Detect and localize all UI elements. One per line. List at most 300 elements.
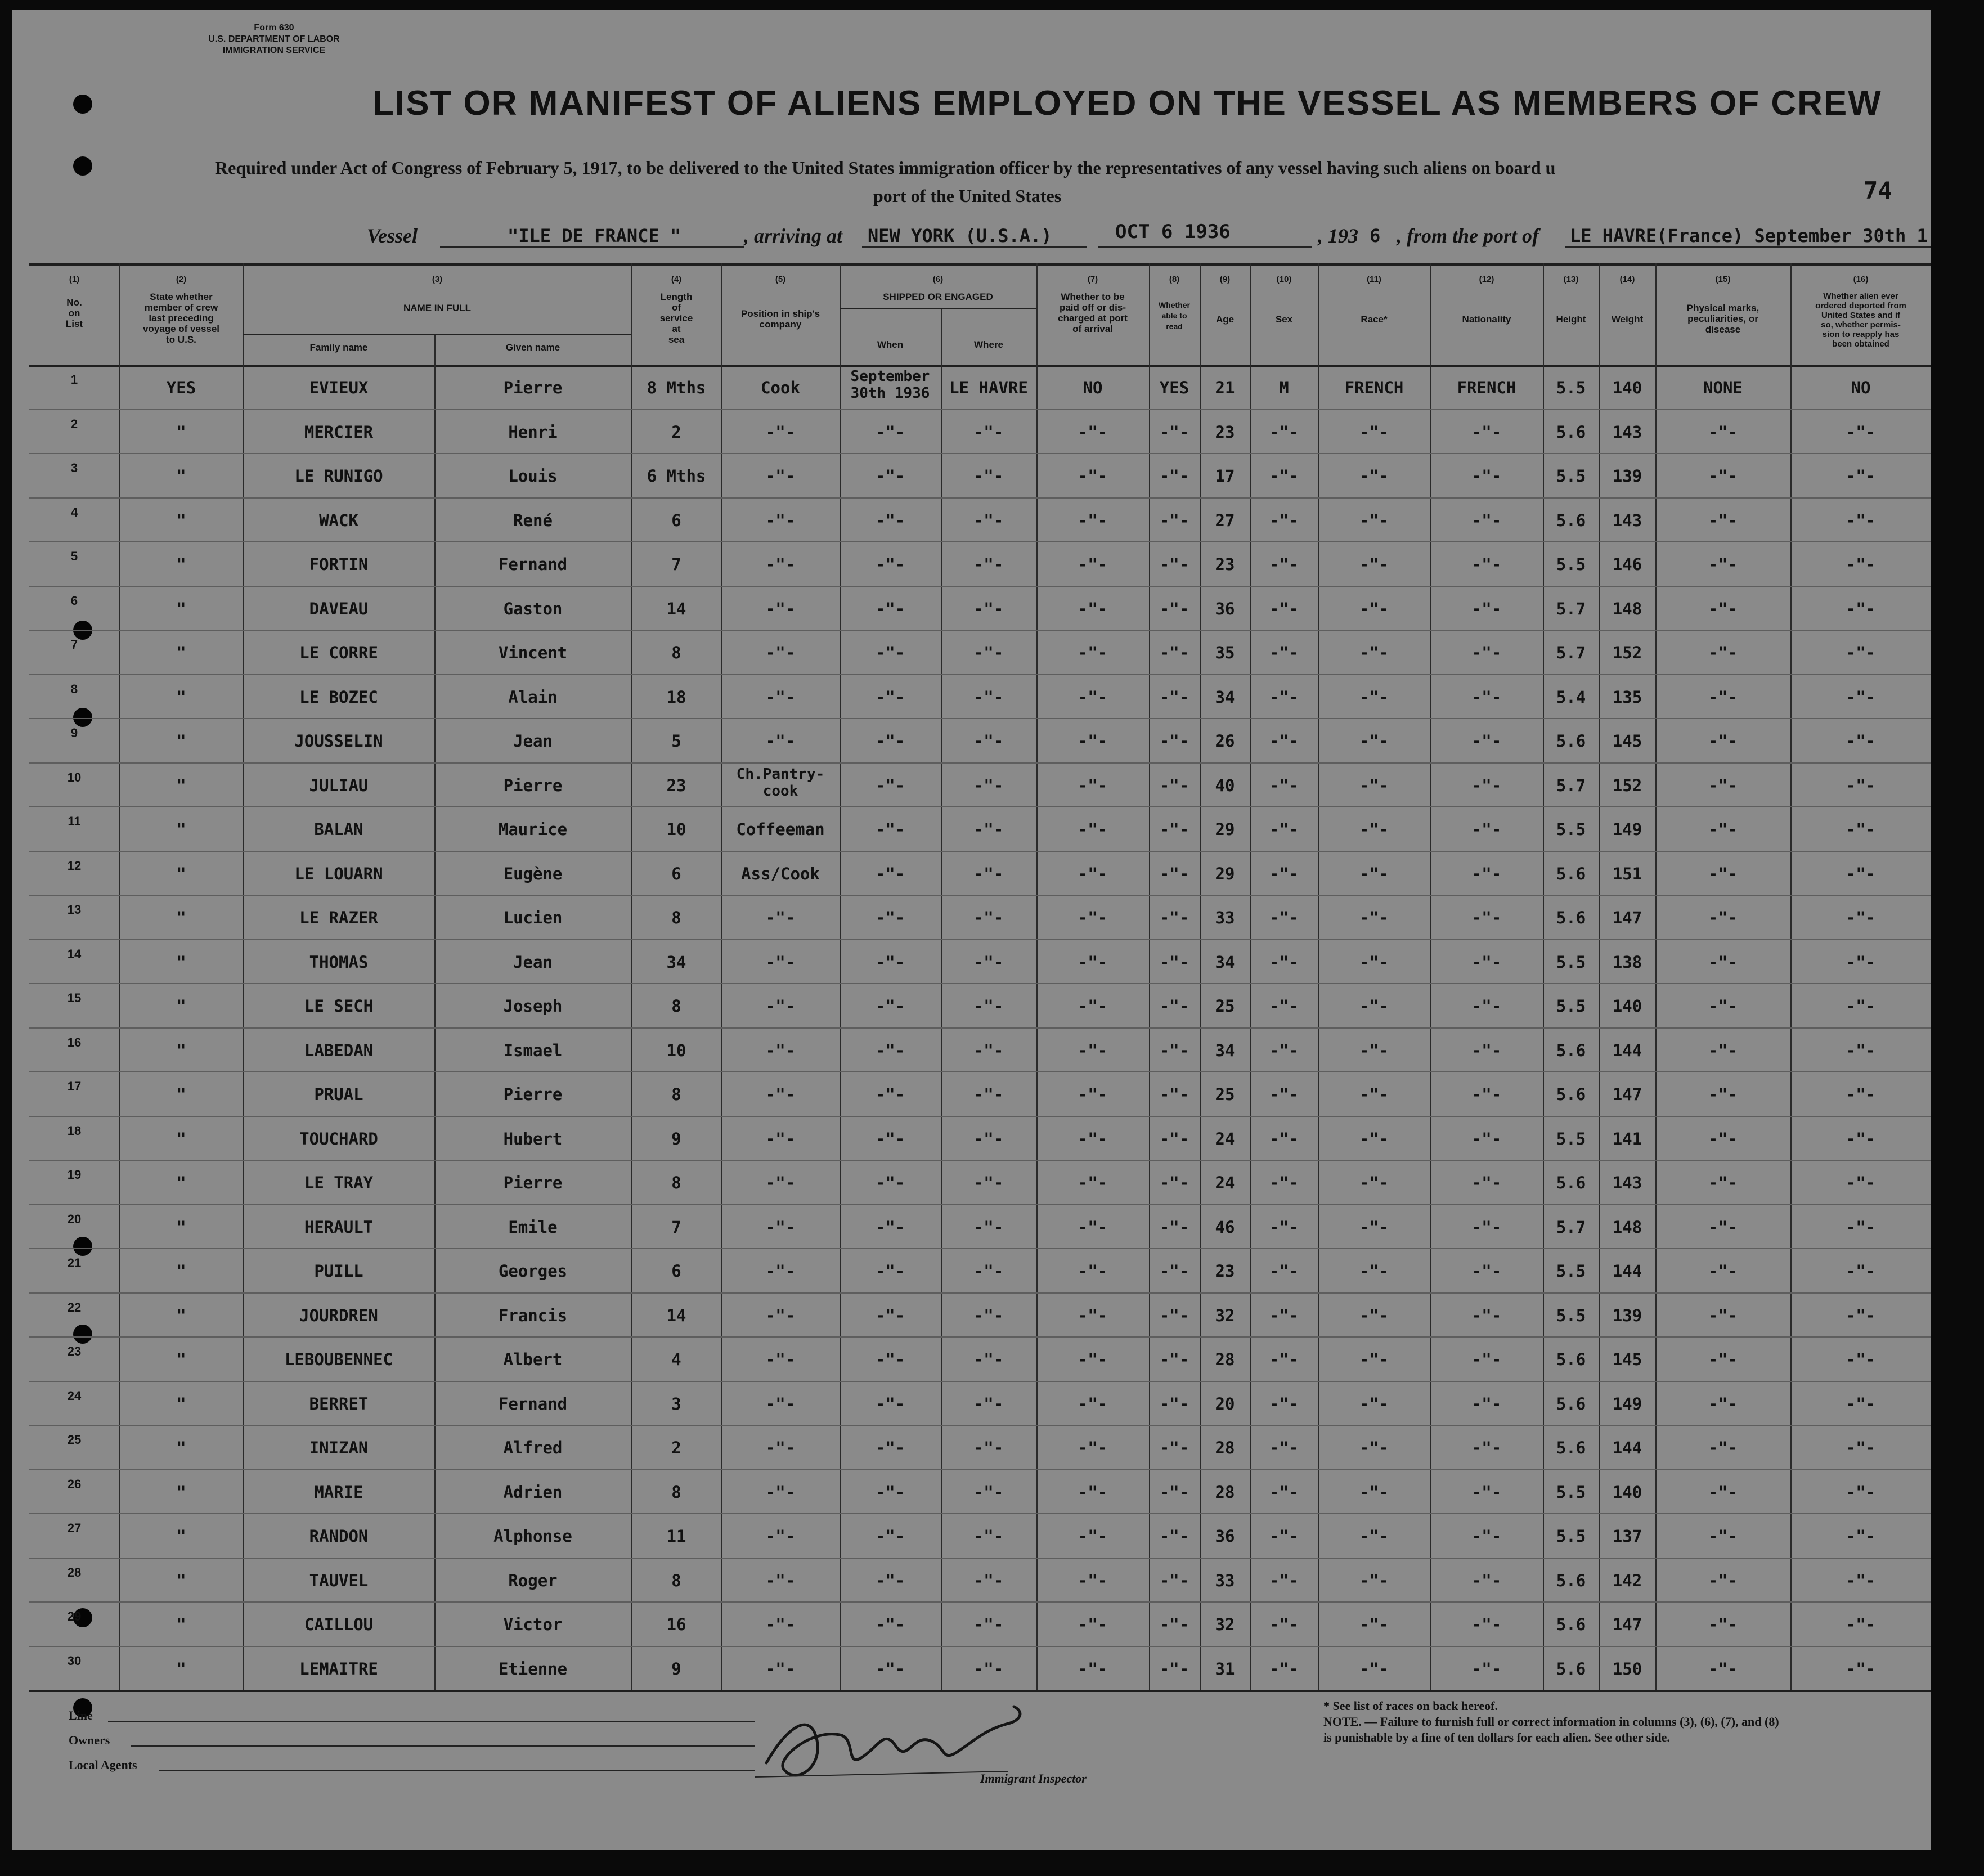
row-number: 23 [67,1344,82,1358]
cell-marks: -"- [1708,511,1738,530]
cell-height: 5.6 [1556,1394,1586,1413]
cell-prev: " [176,1129,186,1148]
cell-paid: -"- [1078,908,1108,927]
cell-when: -"- [875,423,905,442]
cell-race: FRENCH [1344,378,1404,397]
cell-weight: 139 [1612,1306,1642,1325]
cell-marks: -"- [1708,1306,1738,1325]
cell-prev: " [176,1438,186,1457]
cell-read: -"- [1159,643,1189,662]
cell-position: -"- [765,511,796,530]
sheet-number: 74 [1864,177,1892,204]
cell-service: 8 [671,1085,681,1104]
cell-sex: M [1279,378,1289,397]
cell-nat: -"- [1471,1085,1502,1104]
arriving-label: , arriving at [744,225,843,247]
cell-nat: -"- [1471,1571,1502,1590]
punch-hole [73,95,92,114]
cell-service: 7 [671,555,681,574]
cell-service: 8 [671,997,681,1016]
cell-paid: -"- [1078,423,1108,442]
cell-when: -"- [875,1350,905,1369]
cell-given: Roger [508,1571,558,1590]
cell-prev: " [176,953,186,972]
cell-family: JULIAU [309,776,369,795]
cell-where: -"- [973,1438,1004,1457]
cell-service: 10 [666,1041,686,1060]
cell-position: -"- [765,1483,796,1502]
cell-deported: -"- [1846,423,1876,442]
cell-race: -"- [1359,864,1389,883]
cell-prev: " [176,511,186,530]
cell-given: Ismael [503,1041,563,1060]
cell-read: -"- [1159,1173,1189,1192]
cell-sex: -"- [1269,1350,1299,1369]
cell-deported: -"- [1846,908,1876,927]
cell-age: 36 [1215,1527,1235,1546]
cell-family: HERAULT [304,1218,374,1237]
cell-weight: 150 [1612,1659,1642,1678]
cell-paid: -"- [1078,1483,1108,1502]
cell-given: Pierre [503,378,563,397]
cell-weight: 141 [1612,1129,1642,1148]
cell-read: -"- [1159,1085,1189,1104]
cell-weight: 135 [1612,688,1642,707]
cell-position: -"- [765,1173,796,1192]
cell-marks: -"- [1708,1218,1738,1237]
cell-weight: 144 [1612,1262,1642,1281]
cell-marks: -"- [1708,776,1738,795]
cell-race: -"- [1359,908,1389,927]
cell-prev: " [176,466,186,486]
cell-age: 29 [1215,864,1235,883]
cell-where: -"- [973,864,1004,883]
cell-given: Henri [508,423,558,442]
col-header-when: When [877,339,904,350]
cell-nat: -"- [1471,688,1502,707]
cell-prev: " [176,555,186,574]
cell-given: Louis [508,466,558,486]
cell-deported: -"- [1846,776,1876,795]
cell-position: -"- [765,688,796,707]
cell-age: 28 [1215,1438,1235,1457]
row-number: 14 [67,947,82,961]
cell-sex: -"- [1269,731,1299,751]
cell-weight: 144 [1612,1438,1642,1457]
cell-paid: -"- [1078,1438,1108,1457]
cell-race: -"- [1359,466,1389,486]
cell-service: 8 [671,1173,681,1192]
cell-marks: -"- [1708,820,1738,839]
cell-height: 5.6 [1556,1085,1586,1104]
cell-height: 5.5 [1556,555,1586,574]
col-3-number: (3) [432,275,443,284]
col-15-number: (15) [1715,275,1731,284]
subtitle-line2: port of the United States [873,186,1062,206]
cell-paid: -"- [1078,1041,1108,1060]
col-header-no-on-list: No. on List [65,297,83,329]
cell-nat: -"- [1471,1394,1502,1413]
cell-sex: -"- [1269,1085,1299,1104]
cell-where: -"- [973,1659,1004,1678]
cell-race: -"- [1359,997,1389,1016]
cell-where: -"- [973,555,1004,574]
col-9-number: (9) [1219,275,1231,284]
cell-given: Lucien [503,908,563,927]
cell-deported: -"- [1846,688,1876,707]
cell-prev: " [176,1571,186,1590]
cell-when: -"- [875,466,905,486]
cell-marks: -"- [1708,1438,1738,1457]
cell-age: 34 [1215,953,1235,972]
cell-height: 5.5 [1556,997,1586,1016]
cell-nat: -"- [1471,1527,1502,1546]
cell-when: -"- [875,1615,905,1634]
cell-marks: -"- [1708,908,1738,927]
cell-weight: 147 [1612,908,1642,927]
cell-read: -"- [1159,555,1189,574]
row-number: 27 [67,1521,82,1535]
cell-read: -"- [1159,1262,1189,1281]
punch-hole [73,156,92,176]
cell-race: -"- [1359,1571,1389,1590]
cell-service: 6 Mths [647,466,706,486]
col-header-service-length: Length of service at sea [659,291,693,345]
cell-nat: -"- [1471,511,1502,530]
cell-race: -"- [1359,599,1389,618]
col-header-nationality: Nationality [1462,314,1511,325]
cell-read: -"- [1159,776,1189,795]
cell-prev: " [176,864,186,883]
cell-marks: NONE [1703,378,1743,397]
cell-deported: -"- [1846,1129,1876,1148]
cell-service: 8 [671,908,681,927]
punch-hole [73,1237,92,1256]
cell-marks: -"- [1708,1085,1738,1104]
cell-service: 7 [671,1218,681,1237]
cell-sex: -"- [1269,997,1299,1016]
cell-height: 5.6 [1556,731,1586,751]
cell-paid: -"- [1078,1262,1108,1281]
col-header-physical-marks: Physical marks, peculiarities, or disease [1686,303,1759,335]
cell-given: Vincent [498,643,568,662]
cell-weight: 140 [1612,1483,1642,1502]
cell-marks: -"- [1708,864,1738,883]
cell-age: 29 [1215,820,1235,839]
cell-position: -"- [765,997,796,1016]
cell-family: LE RAZER [299,908,378,927]
cell-nat: -"- [1471,555,1502,574]
cell-height: 5.7 [1556,599,1586,618]
cell-marks: -"- [1708,423,1738,442]
cell-read: -"- [1159,1218,1189,1237]
cell-deported: -"- [1846,997,1876,1016]
cell-height: 5.6 [1556,908,1586,927]
col-header-shipped: SHIPPED OR ENGAGED [883,291,993,302]
cell-marks: -"- [1708,731,1738,751]
col-header-read: Whether able to read [1159,300,1190,331]
row-number: 2 [70,417,78,431]
cell-given: Etienne [498,1659,568,1678]
cell-marks: -"- [1708,1173,1738,1192]
cell-sex: -"- [1269,1483,1299,1502]
cell-given: Pierre [503,1173,563,1192]
cell-height: 5.6 [1556,1438,1586,1457]
cell-given: Jean [513,953,553,972]
cell-position: -"- [765,1394,796,1413]
cell-position: -"- [765,1350,796,1369]
cell-when: -"- [875,864,905,883]
cell-sex: -"- [1269,555,1299,574]
cell-sex: -"- [1269,688,1299,707]
cell-nat: -"- [1471,820,1502,839]
subtitle: Required under Act of Congress of February 5, 1917, to be delivered to the United States immigration officer by the representatives of any vessel having such aliens on board u [215,158,1556,178]
cell-service: 5 [671,731,681,751]
cell-weight: 148 [1612,599,1642,618]
cell-family: LE TRAY [304,1173,374,1192]
cell-read: -"- [1159,997,1189,1016]
cell-weight: 146 [1612,555,1642,574]
cell-service: 2 [671,423,681,442]
col-14-number: (14) [1619,275,1635,284]
cell-paid: -"- [1078,466,1108,486]
cell-read: -"- [1159,688,1189,707]
cell-nat: -"- [1471,1129,1502,1148]
row-number: 4 [70,505,78,519]
cell-prev: " [176,1615,186,1634]
cell-prev: " [176,908,186,927]
cell-where: -"- [973,643,1004,662]
row-number: 24 [67,1389,82,1403]
cell-service: 14 [666,599,686,618]
cell-read: -"- [1159,1438,1189,1457]
cell-age: 36 [1215,599,1235,618]
cell-position: Ass/Cook [741,864,820,883]
cell-family: WACK [319,511,358,530]
cell-where: -"- [973,1527,1004,1546]
cell-when: -"- [875,1041,905,1060]
cell-family: LE SECH [304,997,374,1016]
cell-paid: -"- [1078,864,1108,883]
cell-paid: -"- [1078,1394,1108,1413]
cell-height: 5.5 [1556,953,1586,972]
cell-where: -"- [973,776,1004,795]
row-number: 9 [70,726,78,740]
row-number: 16 [67,1035,82,1049]
row-number: 13 [67,903,82,917]
cell-paid: NO [1083,378,1103,397]
cell-service: 16 [666,1615,686,1634]
cell-position: -"- [765,953,796,972]
cell-height: 5.6 [1556,1659,1586,1678]
cell-sex: -"- [1269,1041,1299,1060]
cell-nat: -"- [1471,599,1502,618]
cell-weight: 137 [1612,1527,1642,1546]
inspector-label: Immigrant Inspector [980,1771,1087,1785]
col-2-number: (2) [176,275,187,284]
cell-given: Victor [503,1615,563,1634]
form-info: Form 630 U.S. DEPARTMENT OF LABOR IMMIGRATION SERVICE [208,23,340,55]
cell-where: -"- [973,1173,1004,1192]
cell-weight: 151 [1612,864,1642,883]
cell-when: -"- [875,643,905,662]
cell-age: 32 [1215,1306,1235,1325]
cell-where: -"- [973,511,1004,530]
cell-height: 5.5 [1556,466,1586,486]
cell-weight: 149 [1612,1394,1642,1413]
cell-when: -"- [875,1438,905,1457]
cell-read: YES [1159,378,1189,397]
cell-where: -"- [973,1394,1004,1413]
cell-deported: -"- [1846,1173,1876,1192]
cell-sex: -"- [1269,908,1299,927]
cell-race: -"- [1359,1615,1389,1634]
cell-position: -"- [765,1438,796,1457]
cell-height: 5.6 [1556,1041,1586,1060]
cell-race: -"- [1359,1262,1389,1281]
cell-when: -"- [875,555,905,574]
cell-service: 9 [671,1129,681,1148]
cell-race: -"- [1359,688,1389,707]
footer-note: * See list of races on back hereof. NOTE. — Failure to furnish full or correct information in columns (3), (6), (7), and (8) is punishable by a fine of ten dollars for each alien. See other side. [1323,1699,1779,1744]
cell-position: -"- [765,908,796,927]
cell-family: LEMAITRE [299,1659,378,1678]
cell-when: -"- [875,1218,905,1237]
cell-nat: FRENCH [1457,378,1516,397]
cell-nat: -"- [1471,1262,1502,1281]
cell-sex: -"- [1269,423,1299,442]
cell-weight: 143 [1612,423,1642,442]
cell-given: Hubert [503,1129,563,1148]
cell-prev: " [176,997,186,1016]
cell-read: -"- [1159,1306,1189,1325]
cell-prev: " [176,776,186,795]
cell-family: TAUVEL [309,1571,369,1590]
row-number: 30 [67,1654,82,1668]
cell-height: 5.5 [1556,1262,1586,1281]
cell-height: 5.5 [1556,820,1586,839]
cell-height: 5.6 [1556,1571,1586,1590]
cell-deported: -"- [1846,1306,1876,1325]
cell-prev: " [176,731,186,751]
col-8-number: (8) [1169,275,1180,284]
cell-service: 34 [666,953,686,972]
cell-given: Eugène [503,864,563,883]
cell-height: 5.5 [1556,1306,1586,1325]
cell-marks: -"- [1708,643,1738,662]
cell-service: 8 Mths [647,378,706,397]
cell-where: -"- [973,908,1004,927]
cell-sex: -"- [1269,953,1299,972]
cell-family: INIZAN [309,1438,369,1457]
cell-marks: -"- [1708,1615,1738,1634]
cell-given: Alphonse [493,1527,572,1546]
cell-marks: -"- [1708,466,1738,486]
cell-nat: -"- [1471,1350,1502,1369]
cell-marks: -"- [1708,1483,1738,1502]
col-header-family-name: Family name [309,342,368,353]
cell-deported: -"- [1846,643,1876,662]
row-number: 10 [67,770,82,784]
cell-position: -"- [765,466,796,486]
cell-race: -"- [1359,1483,1389,1502]
cell-paid: -"- [1078,555,1108,574]
cell-weight: 147 [1612,1085,1642,1104]
cell-marks: -"- [1708,599,1738,618]
cell-where: -"- [973,466,1004,486]
cell-family: MARIE [314,1483,363,1502]
cell-service: 6 [671,511,681,530]
cell-nat: -"- [1471,997,1502,1016]
cell-read: -"- [1159,1571,1189,1590]
cell-family: PRUAL [314,1085,363,1104]
cell-family: DAVEAU [309,599,369,618]
cell-prev: " [176,1085,186,1104]
cell-deported: -"- [1846,1571,1876,1590]
cell-age: 25 [1215,1085,1235,1104]
col-header-race: Race* [1361,314,1388,325]
cell-sex: -"- [1269,511,1299,530]
cell-read: -"- [1159,731,1189,751]
cell-deported: -"- [1846,466,1876,486]
cell-family: LEBOUBENNEC [284,1350,393,1369]
cell-weight: 142 [1612,1571,1642,1590]
cell-paid: -"- [1078,731,1108,751]
cell-given: Alfred [503,1438,563,1457]
from-label: , from the port of [1397,225,1539,247]
cell-read: -"- [1159,820,1189,839]
cell-sex: -"- [1269,643,1299,662]
cell-position: -"- [765,1262,796,1281]
cell-where: -"- [973,1085,1004,1104]
cell-marks: -"- [1708,1394,1738,1413]
from-port: LE HAVRE(France) September 30th 1 [1570,225,1928,246]
cell-family: LE BOZEC [299,688,378,707]
cell-position: -"- [765,599,796,618]
cell-nat: -"- [1471,776,1502,795]
cell-where: -"- [973,1615,1004,1634]
cell-race: -"- [1359,1659,1389,1678]
row-number: 18 [67,1124,82,1138]
col-header-where: Where [974,339,1003,350]
footer-agents-label: Local Agents [69,1758,137,1772]
cell-deported: -"- [1846,1085,1876,1104]
cell-service: 14 [666,1306,686,1325]
cell-read: -"- [1159,1615,1189,1634]
cell-service: 11 [666,1527,686,1546]
cell-paid: -"- [1078,688,1108,707]
cell-sex: -"- [1269,1527,1299,1546]
cell-sex: -"- [1269,820,1299,839]
cell-race: -"- [1359,423,1389,442]
cell-height: 5.6 [1556,423,1586,442]
cell-age: 21 [1215,378,1235,397]
cell-family: RANDON [309,1527,369,1546]
cell-family: MERCIER [304,423,374,442]
col-6-number: (6) [932,275,944,284]
cell-race: -"- [1359,1306,1389,1325]
cell-nat: -"- [1471,643,1502,662]
cell-when: -"- [875,511,905,530]
cell-given: Adrien [503,1483,563,1502]
cell-service: 2 [671,1438,681,1457]
row-number: 22 [67,1300,82,1314]
cell-deported: -"- [1846,1218,1876,1237]
cell-height: 5.5 [1556,1129,1586,1148]
col-1-number: (1) [69,275,80,284]
cell-race: -"- [1359,1218,1389,1237]
punch-hole [73,1325,92,1344]
